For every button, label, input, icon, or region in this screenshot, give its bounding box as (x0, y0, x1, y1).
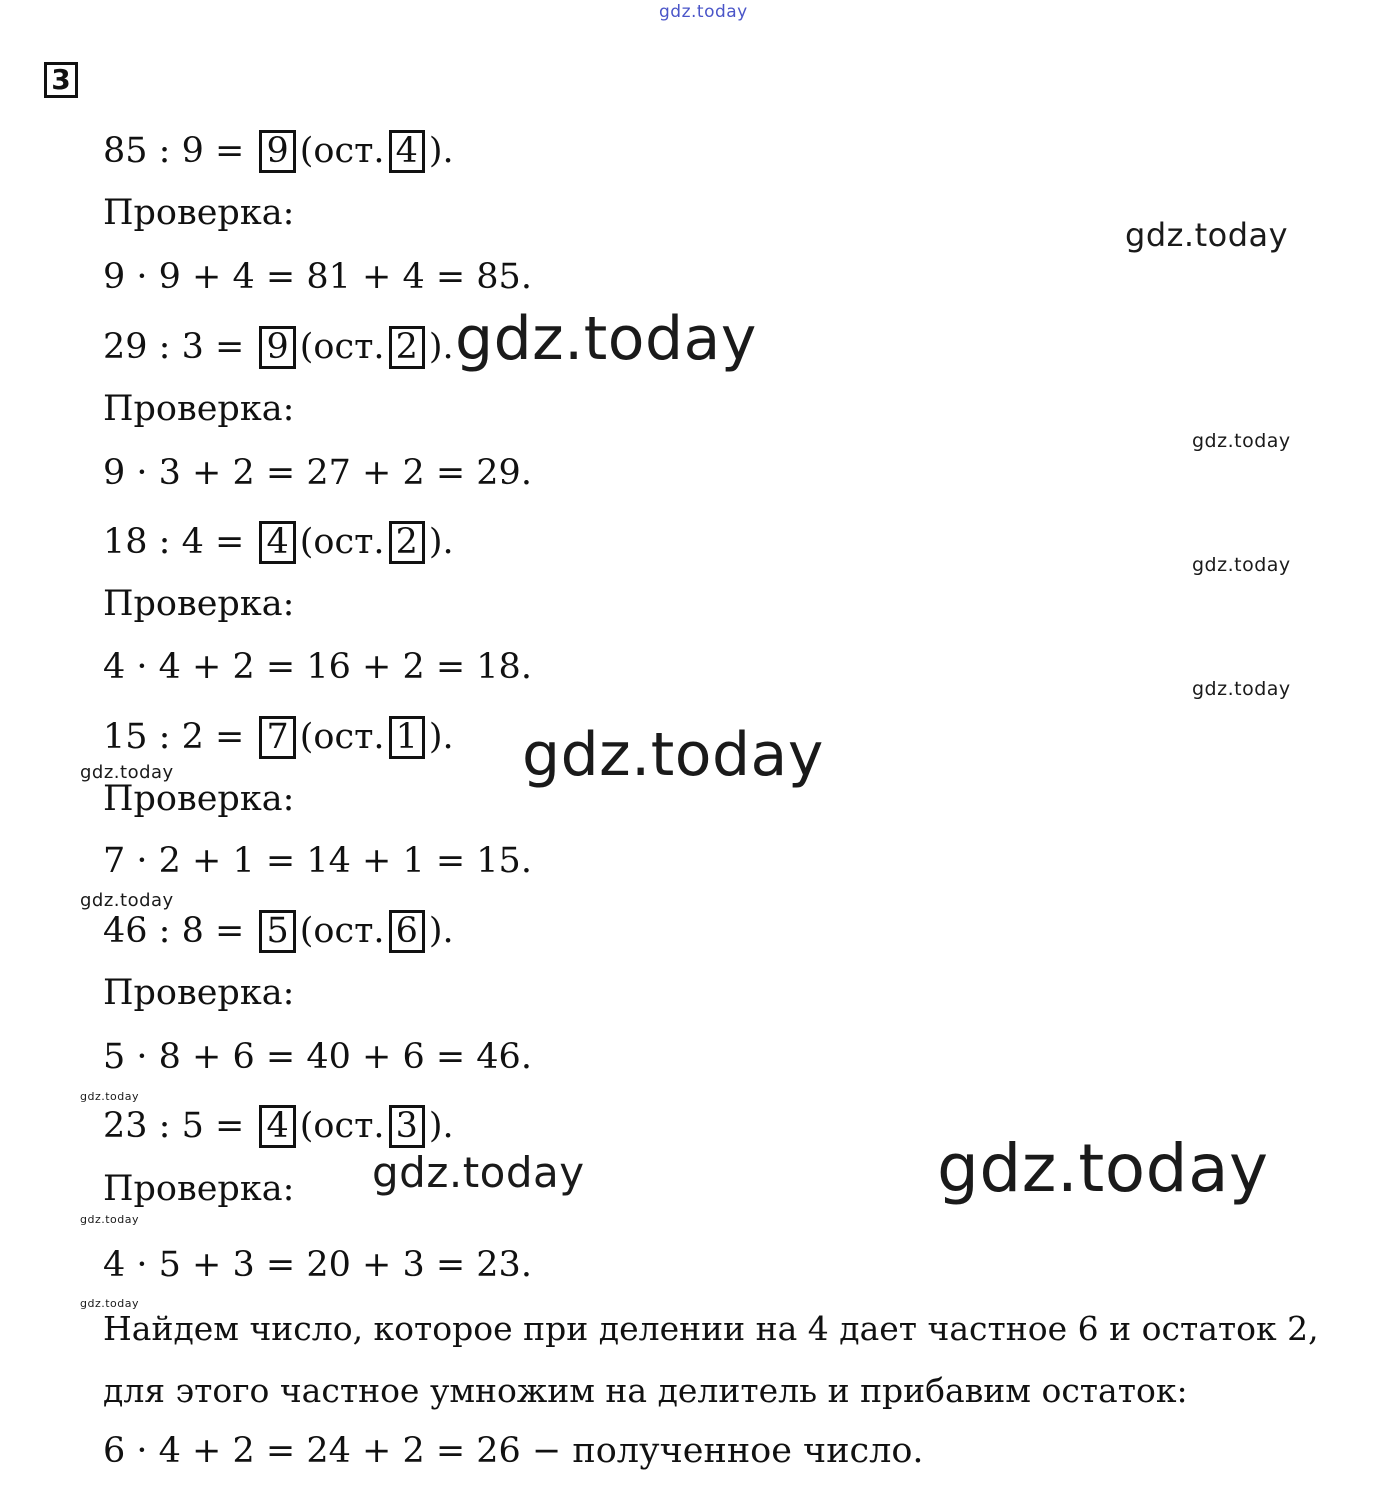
check-equation: 9 · 3 + 2 = 27 + 2 = 29. (103, 453, 532, 493)
quotient-box: 5 (259, 910, 295, 953)
remainder-box: 6 (389, 910, 425, 953)
quotient-box: 9 (259, 130, 295, 173)
watermark: gdz.today (80, 1297, 140, 1310)
division-expression: 46 : 8 = (103, 911, 245, 951)
watermark: gdz.today (1125, 216, 1289, 254)
check-label: Проверка: (103, 1169, 295, 1209)
quotient-box: 4 (259, 1105, 295, 1148)
watermark-top: gdz.today (659, 2, 748, 22)
check-equation: 7 · 2 + 1 = 14 + 1 = 15. (103, 841, 532, 881)
division-line (103, 130, 454, 173)
explanation-line-1: Найдем число, которое при делении на 4 дает частное 6 и остаток 2, (103, 1309, 1319, 1348)
watermark: gdz.today (80, 762, 174, 783)
watermark: gdz.today (1192, 554, 1291, 576)
watermark: gdz.today (1192, 678, 1291, 700)
division-line (103, 716, 454, 759)
closing: ). (428, 911, 454, 951)
remainder-box: 4 (389, 130, 425, 173)
check-label: Проверка: (103, 973, 295, 1013)
closing: ). (428, 1106, 454, 1146)
closing: ). (428, 327, 454, 367)
check-equation: 9 · 9 + 4 = 81 + 4 = 85. (103, 257, 532, 297)
watermark: gdz.today (372, 1148, 585, 1197)
division-expression: 15 : 2 = (103, 717, 245, 757)
quotient-box: 9 (259, 326, 295, 369)
remainder-label: (ост. (299, 131, 385, 171)
watermark: gdz.today (80, 1213, 140, 1226)
watermark: gdz.today (80, 890, 174, 911)
final-equation: 6 · 4 + 2 = 24 + 2 = 26 − полученное число. (103, 1431, 924, 1471)
watermark: gdz.today (1192, 430, 1291, 452)
check-label: Проверка: (103, 779, 295, 819)
remainder-label: (ост. (299, 717, 385, 757)
watermark: gdz.today (455, 304, 757, 374)
check-label: Проверка: (103, 389, 295, 429)
remainder-box: 2 (389, 521, 425, 564)
check-equation: 5 · 8 + 6 = 40 + 6 = 46. (103, 1037, 532, 1077)
quotient-box: 4 (259, 521, 295, 564)
remainder-box: 3 (389, 1105, 425, 1148)
remainder-label: (ост. (299, 1106, 385, 1146)
division-expression: 85 : 9 = (103, 131, 245, 171)
division-line (103, 910, 454, 953)
closing: ). (428, 717, 454, 757)
division-line (103, 326, 454, 369)
task-number: 3 (44, 62, 78, 98)
remainder-label: (ост. (299, 522, 385, 562)
check-label: Проверка: (103, 193, 295, 233)
remainder-box: 1 (389, 716, 425, 759)
explanation-line-2: для этого частное умножим на делитель и прибавим остаток: (103, 1371, 1188, 1410)
closing: ). (428, 522, 454, 562)
check-label: Проверка: (103, 584, 295, 624)
remainder-label: (ост. (299, 911, 385, 951)
remainder-box: 2 (389, 326, 425, 369)
division-expression: 23 : 5 = (103, 1106, 245, 1146)
division-expression: 18 : 4 = (103, 522, 245, 562)
watermark: gdz.today (80, 1090, 140, 1103)
watermark: gdz.today (522, 720, 824, 790)
closing: ). (428, 131, 454, 171)
division-line (103, 521, 454, 564)
remainder-label: (ост. (299, 327, 385, 367)
division-line (103, 1105, 454, 1148)
check-equation: 4 · 4 + 2 = 16 + 2 = 18. (103, 647, 532, 687)
watermark: gdz.today (937, 1130, 1269, 1207)
quotient-box: 7 (259, 716, 295, 759)
division-expression: 29 : 3 = (103, 327, 245, 367)
check-equation: 4 · 5 + 3 = 20 + 3 = 23. (103, 1245, 532, 1285)
